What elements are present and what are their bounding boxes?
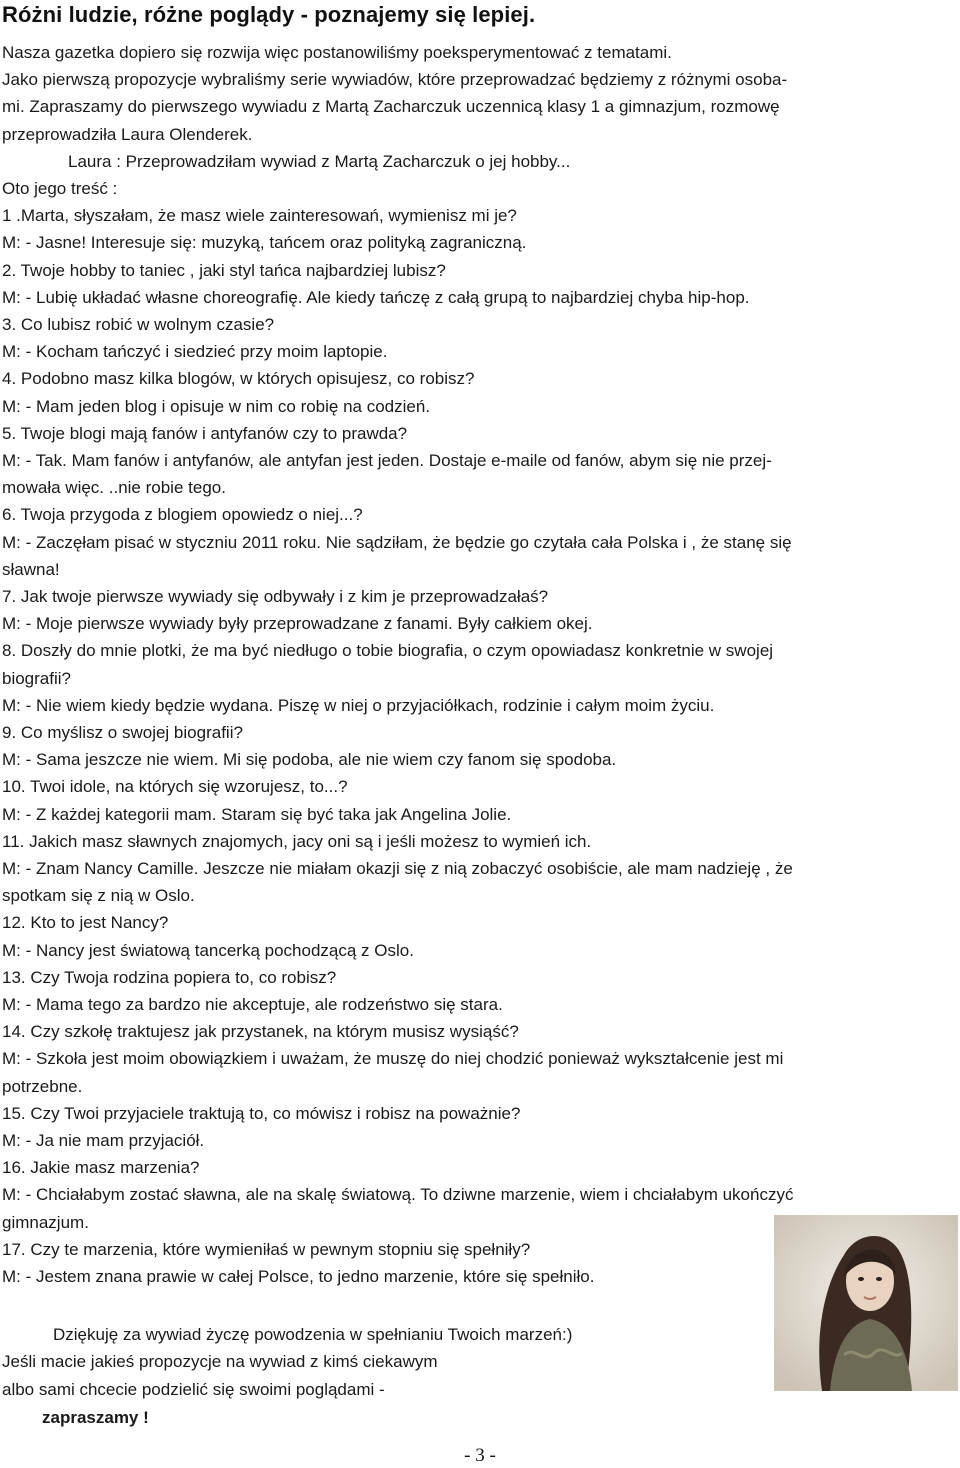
article-line: 5. Twoje blogi mają fanów i antyfanów czy to prawda? [2, 424, 408, 443]
article-line: 16. Jakie masz marzenia? [2, 1158, 200, 1177]
article-line: 1 .Marta, słyszałam, że masz wiele zainteresowań, wymienisz mi je? [2, 206, 517, 225]
article-line: M: - Z każdej kategorii mam. Staram się być taka jak Angelina Jolie. [2, 805, 512, 824]
article-line: 9. Co myślisz o swojej biografii? [2, 723, 243, 742]
article-line: mowała więc. ..nie robie tego. [2, 478, 226, 497]
article-line: M: - Szkoła jest moim obowiązkiem i uważam, że muszę do niej chodzić ponieważ wykształcenie jest mi [2, 1049, 784, 1068]
closing-thanks: Dziękuję za wywiad życzę powodzenia w spełnianiu Twoich marzeń:) [53, 1325, 573, 1344]
article-line: M: - Moje pierwsze wywiady były przeprowadzane z fanami. Były całkiem okej. [2, 614, 593, 633]
article-line: M: - Znam Nancy Camille. Jeszcze nie miałam okazji się z nią zobaczyć osobiście, ale mam nadzieję , że [2, 859, 793, 878]
article-line: 3. Co lubisz robić w wolnym czasie? [2, 315, 275, 334]
article-line: Laura : Przeprowadziłam wywiad z Martą Zacharczuk o jej hobby... [68, 152, 571, 171]
article-line: 13. Czy Twoja rodzina popiera to, co robisz? [2, 968, 337, 987]
article-line: mi. Zapraszamy do pierwszego wywiadu z Martą Zacharczuk uczennicą klasy 1 a gimnazjum, rozmowę [2, 97, 780, 116]
article-line: 2. Twoje hobby to taniec , jaki styl tańca najbardziej lubisz? [2, 261, 446, 280]
article-line: M: - Jasne! Interesuje się: muzyką, tańcem oraz polityką zagraniczną. [2, 233, 527, 252]
article-line: Nasza gazetka dopiero się rozwija więc postanowiliśmy poeksperymentować z tematami. [2, 43, 672, 62]
article-line: 14. Czy szkołę traktujesz jak przystanek, na którym musisz wysiąść? [2, 1022, 519, 1041]
article-line: Oto jego treść : [2, 179, 118, 198]
article-line: M: - Nancy jest światową tancerką pochodzącą z Oslo. [2, 941, 414, 960]
article-line: 11. Jakich masz sławnych znajomych, jacy oni są i jeśli możesz to wymień ich. [2, 832, 592, 851]
article-line: Jako pierwszą propozycje wybraliśmy serie wywiadów, które przeprowadzać będziemy z różnymi osoba- [2, 70, 788, 89]
article-line: M: - Lubię układać własne choreografię. Ale kiedy tańczę z całą grupą to najbardziej chyba hip-hop. [2, 288, 750, 307]
article-line: M: - Kocham tańczyć i siedzieć przy moim laptopie. [2, 342, 388, 361]
interviewee-photo [774, 1215, 958, 1391]
article-line: 7. Jak twoje pierwsze wywiady się odbywały i z kim je przeprowadzałaś? [2, 587, 549, 606]
article-title: Różni ludzie, różne poglądy - poznajemy się lepiej. [2, 2, 536, 27]
article-line: 8. Doszły do mnie plotki, że ma być niedługo o tobie biografia, o czym opowiadasz konkretnie w swojej [2, 641, 774, 660]
article-line: M: - Sama jeszcze nie wiem. Mi się podoba, ale nie wiem czy fanom się spodoba. [2, 750, 617, 769]
article-line: gimnazjum. [2, 1213, 89, 1232]
article-line: M: - Chciałabym zostać sławna, ale na skalę światową. To dziwne marzenie, wiem i chciałabym ukończyć [2, 1185, 794, 1204]
page-number: - 3 - [464, 1445, 496, 1466]
article-line: przeprowadziła Laura Olenderek. [2, 125, 253, 144]
closing-line-1: Jeśli macie jakieś propozycje na wywiad z kimś ciekawym [2, 1352, 438, 1371]
article-line: M: - Jestem znana prawie w całej Polsce, to jedno marzenie, które się spełniło. [2, 1267, 595, 1286]
portrait-image [774, 1215, 958, 1391]
article-line: M: - Nie wiem kiedy będzie wydana. Piszę w niej o przyjaciółkach, rodzinie i całym moim życiu. [2, 696, 715, 715]
article-line: M: - Tak. Mam fanów i antyfanów, ale antyfan jest jeden. Dostaje e-maile od fanów, abym się nie przej- [2, 451, 772, 470]
article-line: 12. Kto to jest Nancy? [2, 913, 169, 932]
closing-line-2: albo sami chcecie podzielić się swoimi poglądami - [2, 1380, 385, 1399]
article-line: 6. Twoja przygoda z blogiem opowiedz o niej...? [2, 505, 363, 524]
article-line: 10. Twoi idole, na których się wzorujesz, to...? [2, 777, 348, 796]
closing-invite: zapraszamy ! [42, 1408, 149, 1427]
article-line: sławna! [2, 560, 60, 579]
article-line: 4. Podobno masz kilka blogów, w których opisujesz, co robisz? [2, 369, 475, 388]
article-line: potrzebne. [2, 1077, 83, 1096]
article-line: M: - Ja nie mam przyjaciół. [2, 1131, 205, 1150]
article-line: M: - Mam jeden blog i opisuje w nim co robię na codzień. [2, 397, 431, 416]
article-line: M: - Mama tego za bardzo nie akceptuje, ale rodzeństwo się stara. [2, 995, 503, 1014]
article-line: M: - Zaczęłam pisać w styczniu 2011 roku. Nie sądziłam, że będzie go czytała cała Polska i , że stanę się [2, 533, 792, 552]
article-line: spotkam się z nią w Oslo. [2, 886, 195, 905]
article-line: biografii? [2, 669, 71, 688]
article-line: 17. Czy te marzenia, które wymieniłaś w pewnym stopniu się spełniły? [2, 1240, 531, 1259]
article-line: 15. Czy Twoi przyjaciele traktują to, co mówisz i robisz na poważnie? [2, 1104, 521, 1123]
